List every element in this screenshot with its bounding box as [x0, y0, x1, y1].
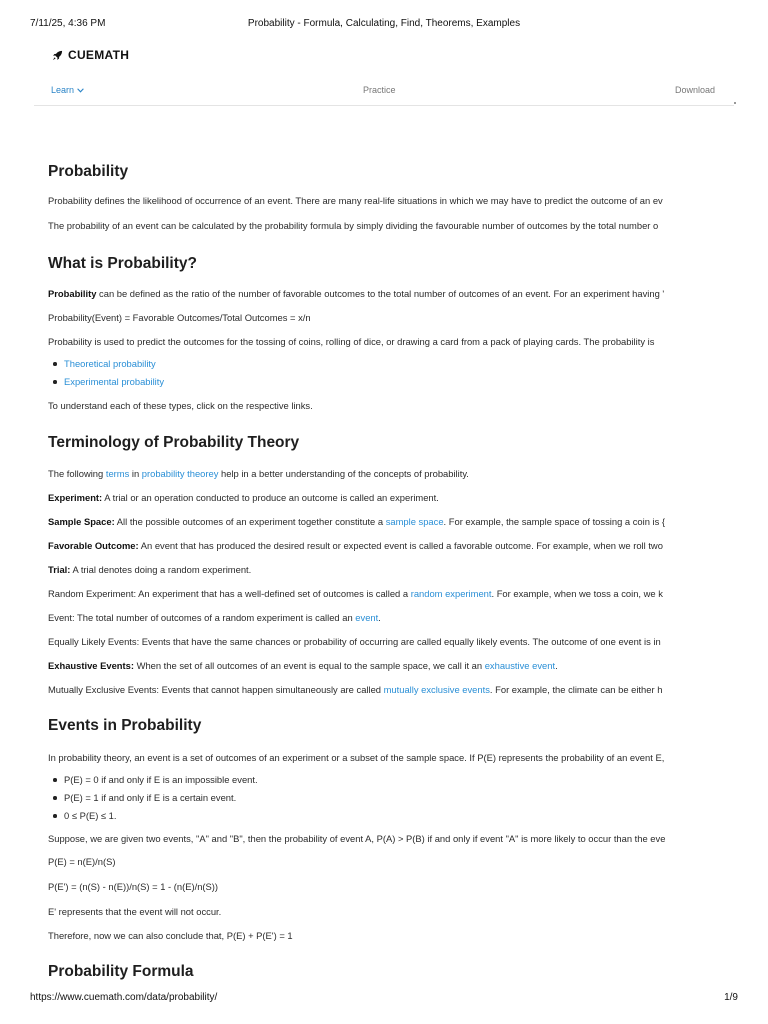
nav-learn-label: Learn: [51, 85, 75, 95]
term-experiment: [48, 492, 439, 504]
term-text: Event: The total number of outcomes of a random experiment is called an: [48, 612, 356, 623]
list-item: 0 ≤ P(E) ≤ 1.: [48, 810, 258, 828]
print-page-number: 1/9: [724, 992, 738, 1003]
term-event: [48, 612, 381, 624]
probability-intro: Probability defines the likelihood of occurrence of an event. There are many real-life situations in which we may have to predict the outcome of an ev: [48, 195, 663, 206]
text-segment: in: [129, 468, 142, 479]
events-comparison: Suppose, we are given two events, "A" and "B", then the probability of event A, P(A) > P(B) if and only if event "A" is more likely to occur than the eve: [48, 833, 666, 844]
heading-probability-formula: Probability Formula: [48, 963, 194, 980]
term-text: A trial or an operation conducted to produce an outcome is called an experiment.: [102, 492, 439, 503]
probability-uses: Probability is used to predict the outcomes for the tossing of coins, rolling of dice, or drawing a card from a pack of playing cards. The probability is: [48, 336, 655, 347]
term-exhaustive-events: [48, 660, 558, 672]
top-navigation: [34, 80, 734, 106]
types-instruction: To understand each of these types, click on the respective links.: [48, 400, 313, 411]
term-equally-likely: Equally Likely Events: Events that have the same chances or probability of occurring are called equally likely events. The outcome of one event is in: [48, 636, 661, 647]
mutually-exclusive-events-link[interactable]: mutually exclusive events: [383, 684, 490, 695]
term-text: An event that has produced the desired result or expected event is called a favorable outcome. For example, when we roll two: [138, 540, 663, 551]
logo-text: CUEMATH: [68, 48, 130, 62]
event-link[interactable]: event: [355, 612, 379, 623]
equation-p-e: P(E) = n(E)/n(S): [48, 856, 116, 867]
term-text: . For example, when we toss a coin, we k: [491, 588, 663, 599]
term-text: All the possible outcomes of an experiment together constitute a: [114, 516, 386, 527]
term-text: .: [378, 612, 381, 623]
terminology-intro: [48, 468, 469, 480]
term-text: . For example, the climate can be either h: [489, 684, 663, 695]
heading-what-is-probability: What is Probability?: [48, 255, 197, 272]
term-text: When the set of all outcomes of an event is equal to the sample space, we call it an: [133, 660, 485, 671]
experimental-probability-link[interactable]: Experimental probability: [64, 376, 165, 387]
text-segment: The following: [48, 468, 106, 479]
term-favorable-outcome: [48, 540, 663, 552]
term-random-experiment: [48, 588, 663, 600]
term-label: Experiment:: [48, 492, 103, 503]
term-text: .: [555, 660, 558, 671]
list-item: P(E) = 1 if and only if E is a certain event.: [48, 792, 258, 810]
print-page-title: Probability - Formula, Calculating, Find, Theorems, Examples: [247, 18, 521, 29]
print-footer: [0, 992, 768, 1008]
term-text: Mutually Exclusive Events: Events that cannot happen simultaneously are called: [48, 684, 384, 695]
nav-download[interactable]: Download: [675, 85, 716, 95]
article-content: [48, 155, 734, 985]
term-text: Random Experiment: An experiment that has a well-defined set of outcomes is called a: [48, 588, 411, 599]
definition-text: can be defined as the ratio of the number of favorable outcomes to the total number of outcomes of an event. For an experiment having ': [96, 288, 665, 299]
probability-calculation: The probability of an event can be calculated by the probability formula by simply dividing the favourable number of outcomes by the total number o: [48, 220, 659, 231]
chevron-down-icon: [77, 88, 84, 93]
print-datetime: 7/11/25, 4:36 PM: [30, 18, 106, 29]
random-experiment-link[interactable]: random experiment: [410, 588, 492, 599]
terms-link[interactable]: terms: [105, 468, 130, 479]
heading-probability: Probability: [48, 163, 129, 180]
rocket-icon: [52, 50, 63, 61]
nav-divider-dot: [734, 102, 736, 104]
probability-theory-link[interactable]: probability theorey: [141, 468, 219, 479]
term-label: Exhaustive Events:: [48, 660, 134, 671]
probability-types-list: [48, 358, 164, 394]
term-label: Sample Space:: [48, 516, 115, 527]
term-text: . For example, the sample space of tossing a coin is {: [443, 516, 666, 527]
term-label: Favorable Outcome:: [48, 540, 139, 551]
heading-terminology: Terminology of Probability Theory: [48, 434, 300, 451]
term-label: Trial:: [48, 564, 71, 575]
term-trial: [48, 564, 251, 576]
list-item: P(E) = 0 if and only if E is an impossible event.: [48, 774, 258, 792]
term-text: A trial denotes doing a random experiment.: [70, 564, 252, 575]
definition-term: Probability: [48, 288, 97, 299]
complement-note: E' represents that the event will not occur.: [48, 906, 222, 917]
exhaustive-event-link[interactable]: exhaustive event: [484, 660, 556, 671]
equation-p-e-complement: P(E') = (n(S) - n(E))/n(S) = 1 - (n(E)/n(S)): [48, 881, 219, 892]
list-item: [48, 376, 164, 394]
probability-definition: [48, 288, 664, 300]
sample-space-link[interactable]: sample space: [385, 516, 444, 527]
events-intro: In probability theory, an event is a set of outcomes of an experiment or a subset of the sample space. If P(E) represents the probability of an event E,: [48, 752, 665, 763]
print-url: https://www.cuemath.com/data/probability/: [30, 992, 218, 1003]
nav-learn[interactable]: [51, 85, 84, 95]
theoretical-probability-link[interactable]: Theoretical probability: [64, 358, 156, 369]
cuemath-logo[interactable]: [52, 47, 129, 63]
term-sample-space: [48, 516, 665, 528]
events-conclusion: Therefore, now we can also conclude that, P(E) + P(E') = 1: [48, 930, 293, 941]
event-properties-list: [48, 774, 258, 828]
print-header: [0, 18, 768, 34]
text-segment: help in a better understanding of the concepts of probability.: [218, 468, 469, 479]
probability-formula-text: Probability(Event) = Favorable Outcomes/Total Outcomes = x/n: [48, 312, 311, 323]
list-item: [48, 358, 164, 376]
nav-practice[interactable]: Practice: [363, 85, 396, 95]
term-mutually-exclusive: [48, 684, 662, 696]
heading-events-in-probability: Events in Probability: [48, 717, 202, 734]
